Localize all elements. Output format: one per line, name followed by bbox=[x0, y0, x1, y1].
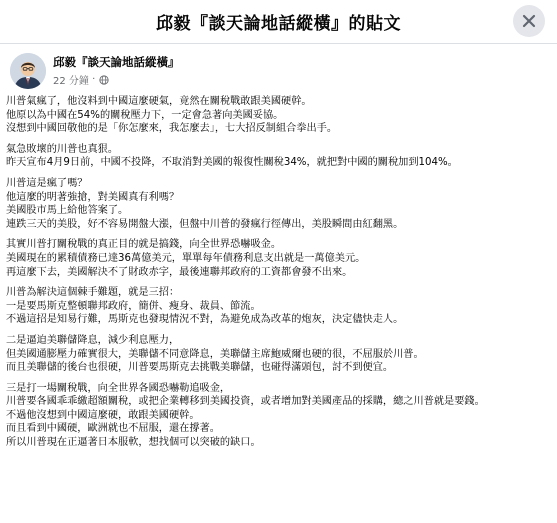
post-line: 氣急敗壞的川普也真狠。 bbox=[6, 143, 119, 155]
post-line: 川普為解決這個棘手難題，就是三招： bbox=[6, 287, 180, 299]
post-line: 川普氣瘋了，他沒料到中國這麼硬氣，竟然在關稅戰敢跟美國硬幹。 bbox=[6, 96, 312, 107]
post-line: 川普要各國乖乖繳超額關稅，或把企業轉移到美國投資，或者增加對美國產品的採購，總之川普就是要錢。 bbox=[6, 396, 485, 408]
post-line: 他這麼的明著強搶，對美國真有利嗎？ bbox=[6, 191, 180, 203]
post-line: 沒想到中國回敬他的是「你怎麼來，我怎麼去」，七大招反制組合拳出手。 bbox=[6, 123, 338, 135]
globe-icon bbox=[99, 75, 109, 85]
close-button[interactable] bbox=[513, 5, 545, 37]
post-line: 美國股市馬上給他答案了。 bbox=[6, 205, 129, 217]
avatar-illustration bbox=[10, 53, 46, 89]
post-line: 美國現在的累積債務已達36萬億美元，單單每年債務利息支出就是一萬億美元。 bbox=[6, 252, 366, 264]
close-icon bbox=[522, 14, 536, 28]
post-time[interactable]: 22 分鐘 bbox=[53, 76, 89, 87]
post-line: 所以川普現在正逼著日本服軟，想找個可以突破的缺口。 bbox=[6, 437, 261, 449]
post-line: 再這麼下去，美國解決不了財政赤字，最後連聯邦政府的工資都會發不出來。 bbox=[6, 266, 353, 278]
post-paragraph-5 bbox=[6, 286, 550, 327]
author-name[interactable]: 邱毅『談天論地話縱橫』 bbox=[53, 55, 180, 69]
post-paragraph-2 bbox=[6, 143, 550, 170]
post-line: 不過這招是知易行難，馬斯克也發現情況不對，為避免成為改革的炮灰，決定儘快走人。 bbox=[6, 314, 404, 326]
post-body bbox=[6, 95, 550, 457]
post-line: 一是要馬斯克整頓聯邦政府，簡併、瘦身、裁員、節流。 bbox=[6, 300, 261, 312]
post-meta bbox=[53, 72, 109, 87]
dialog-title: 邱毅『談天論地話縱橫』的貼文 bbox=[156, 14, 401, 34]
post-line: 二是逼迫美聯儲降息，減少利息壓力， bbox=[6, 334, 180, 346]
meta-separator: · bbox=[92, 74, 96, 85]
post-line: 其實川普打關稅戰的真正目的就是搞錢，向全世界恐嚇吸金。 bbox=[6, 239, 282, 251]
post-paragraph-6 bbox=[6, 334, 550, 375]
avatar[interactable] bbox=[10, 53, 46, 89]
post-paragraph-3 bbox=[6, 177, 550, 231]
post-line: 而且美聯儲的後台也很硬，川普要馬斯克去挑戰美聯儲，也碰得滿頭包，討不到便宜。 bbox=[6, 362, 394, 374]
post-line: 但美國通膨壓力確實很大，美聯儲不同意降息，美聯儲主席鮑威爾也硬的很，不屈服於川普。 bbox=[6, 348, 424, 360]
post-line: 昨天宣布4月9日前，中國不投降，不取消對美國的報復性關稅34%，就把對中國的關稅加到104%。 bbox=[6, 157, 458, 169]
post-line: 三是打一場關稅戰，向全世界各國恐嚇勒追吸金， bbox=[6, 382, 231, 394]
post-paragraph-1 bbox=[6, 95, 550, 136]
post-line: 不過他沒想到中國這麼硬，敢跟美國硬幹。 bbox=[6, 409, 200, 421]
post-line: 而且看到中國硬，歐洲就也不屈服，還在撐著。 bbox=[6, 423, 220, 435]
post-paragraph-7 bbox=[6, 382, 550, 450]
post-dialog-header bbox=[0, 0, 557, 44]
post-line: 川普這是瘋了嗎？ bbox=[6, 177, 88, 189]
post-line: 他原以為中國在54%的關稅壓力下，一定會急著向美國妥協。 bbox=[6, 109, 284, 121]
post-line: 連跌三天的美股，好不容易開盤大漲，但盤中川普的發瘋行徑傳出，美股瞬間由紅翻黑。 bbox=[6, 218, 404, 230]
post-paragraph-4 bbox=[6, 238, 550, 279]
